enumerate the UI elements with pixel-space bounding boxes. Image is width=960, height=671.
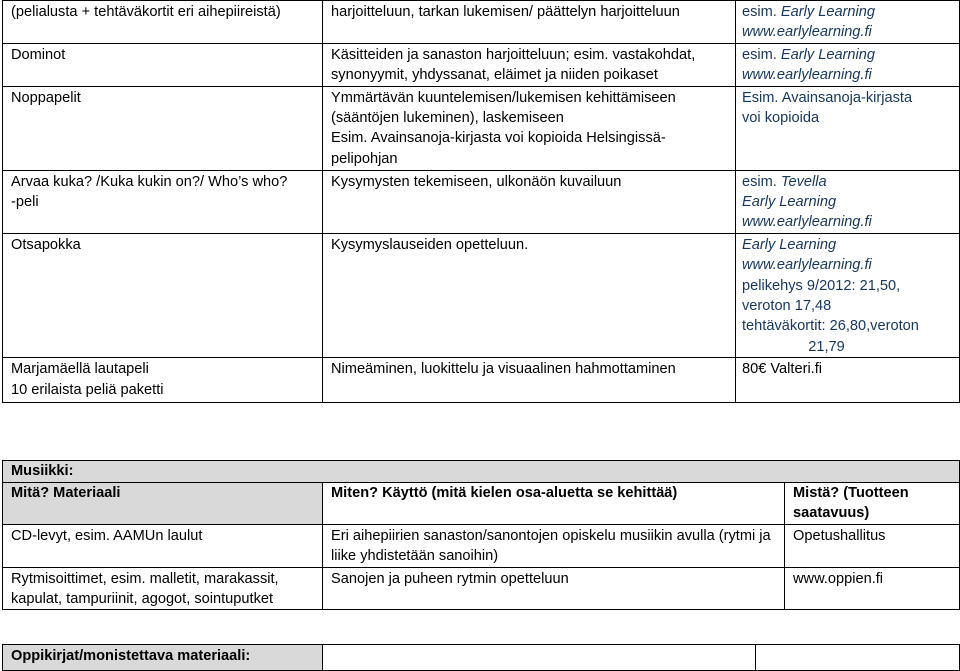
header-cell [3, 483, 323, 525]
section-header-row [3, 461, 960, 483]
table-row [3, 233, 960, 357]
goal-text: Käsitteiden ja sanaston harjoitteluun; esim. vastakohdat, [331, 46, 696, 63]
source-cell [736, 170, 960, 233]
game-name: Arvaa kuka? /Kuka kukin on?/ Who’s who? [11, 173, 288, 190]
goal-text: Ymmärtävän kuuntelemisen/lukemisen kehittämiseen [331, 89, 676, 106]
game-name-cell [3, 43, 323, 86]
game-name-cell [3, 233, 323, 357]
price-text: pelikehys 9/2012: 21,50, [742, 277, 901, 294]
source-cell [736, 86, 960, 170]
game-name: Noppapelit [11, 89, 81, 106]
source-cell [736, 1, 960, 44]
usage-cell [323, 524, 785, 567]
table-row [3, 567, 960, 610]
material-cell [3, 567, 323, 610]
source-cell [736, 358, 960, 403]
source-name: Esim. Avainsanoja-kirjasta [742, 89, 913, 106]
section-title: Musiikki: [11, 463, 74, 479]
section-title: Oppikirjat/monistettava materiaali: [11, 648, 251, 664]
price-text: 21,79 [808, 338, 845, 355]
game-name-cell [3, 86, 323, 170]
availability-cell [785, 567, 960, 610]
music-table [2, 460, 960, 610]
price-text: veroton 17,48 [742, 298, 832, 315]
game-name-cell [3, 358, 323, 403]
source-prefix: esim. [742, 173, 781, 190]
material-cell [3, 524, 323, 567]
game-name: 10 erilaista peliä paketti [11, 381, 164, 398]
game-name-cell [3, 1, 323, 44]
availability-link[interactable]: www.oppien.fi [793, 570, 884, 587]
goal-text: synonyymit, yhdyssanat, eläimet ja niiden poikaset [331, 67, 658, 84]
source-link[interactable]: www.earlylearning.fi [742, 214, 872, 231]
header-cell [323, 483, 785, 525]
goal-cell [323, 358, 736, 403]
games-table [2, 0, 960, 403]
material-text: CD-levyt, esim. AAMUn laulut [11, 527, 203, 544]
header-row [3, 483, 960, 525]
header-how: Miten? Käyttö (mitä kielen osa-aluetta se kehittää) [331, 485, 678, 501]
table-row [3, 170, 960, 233]
table-row [3, 358, 960, 403]
source-link[interactable]: www.earlylearning.fi [742, 67, 872, 84]
goal-text: harjoitteluun, tarkan lukemisen/ päättelyn harjoitteluun [331, 4, 680, 20]
availability-cell [785, 524, 960, 567]
source-name: voi kopioida [742, 110, 820, 127]
price-text: tehtäväkortit: 26,80,veroton [742, 318, 919, 335]
source-cell [736, 43, 960, 86]
table-row [3, 1, 960, 44]
header-cell [785, 483, 960, 525]
usage-text: Sanojen ja puheen rytmin opetteluun [331, 570, 569, 587]
table-row [3, 524, 960, 567]
game-name: (pelialusta + tehtäväkortit eri aihepiireistä) [11, 4, 281, 20]
game-name-cell [3, 170, 323, 233]
source-cell [736, 233, 960, 357]
goal-text: (sääntöjen lukeminen), laskemiseen [331, 110, 564, 127]
source-name: Early Learning [780, 4, 876, 20]
source-name: Early Learning [742, 236, 837, 253]
table-row [3, 43, 960, 86]
game-name: -peli [11, 194, 39, 211]
material-text: Rytmisoittimet, esim. malletit, marakassit, kapulat, tampuriinit, agogot, sointuputket [11, 570, 279, 608]
usage-text: Eri aihepiirien sanaston/sanontojen opiskelu musiikin avulla (rytmi ja liike yhdistetään sanoihin) [331, 527, 771, 565]
availability-text: Opetushallitus [793, 527, 886, 544]
goal-cell [323, 233, 736, 357]
goal-cell [323, 170, 736, 233]
game-name: Otsapokka [11, 236, 81, 253]
game-name: Dominot [11, 46, 66, 63]
goal-cell [323, 86, 736, 170]
source-link[interactable]: www.earlylearning.fi [742, 24, 872, 41]
section-title-cell [3, 461, 960, 483]
header-where: Mistä? (Tuotteen saatavuus) [793, 485, 909, 522]
source-name: Tevella [780, 173, 827, 190]
table-row [3, 86, 960, 170]
source-name: Early Learning [742, 194, 837, 211]
price-source: 80€ Valteri.fi [742, 361, 823, 378]
source-prefix: esim. [742, 4, 781, 20]
goal-text: pelipohjan [331, 150, 398, 167]
source-prefix: esim. [742, 46, 781, 63]
header-what: Mitä? Materiaali [11, 485, 121, 501]
usage-cell [323, 567, 785, 610]
source-link[interactable]: www.earlylearning.fi [742, 257, 872, 274]
goal-cell [323, 43, 736, 86]
goal-text: Esim. Avainsanoja-kirjasta voi kopioida Helsingissä- [331, 130, 666, 147]
source-name: Early Learning [780, 46, 876, 63]
goal-text: Kysymysten tekemiseen, ulkonäön kuvailuun [331, 173, 622, 190]
goal-text: Kysymyslauseiden opetteluun. [331, 236, 529, 253]
game-name: Marjamäellä lautapeli [11, 361, 149, 378]
goal-cell [323, 1, 736, 44]
goal-text: Nimeäminen, luokittelu ja visuaalinen hahmottaminen [331, 361, 676, 378]
